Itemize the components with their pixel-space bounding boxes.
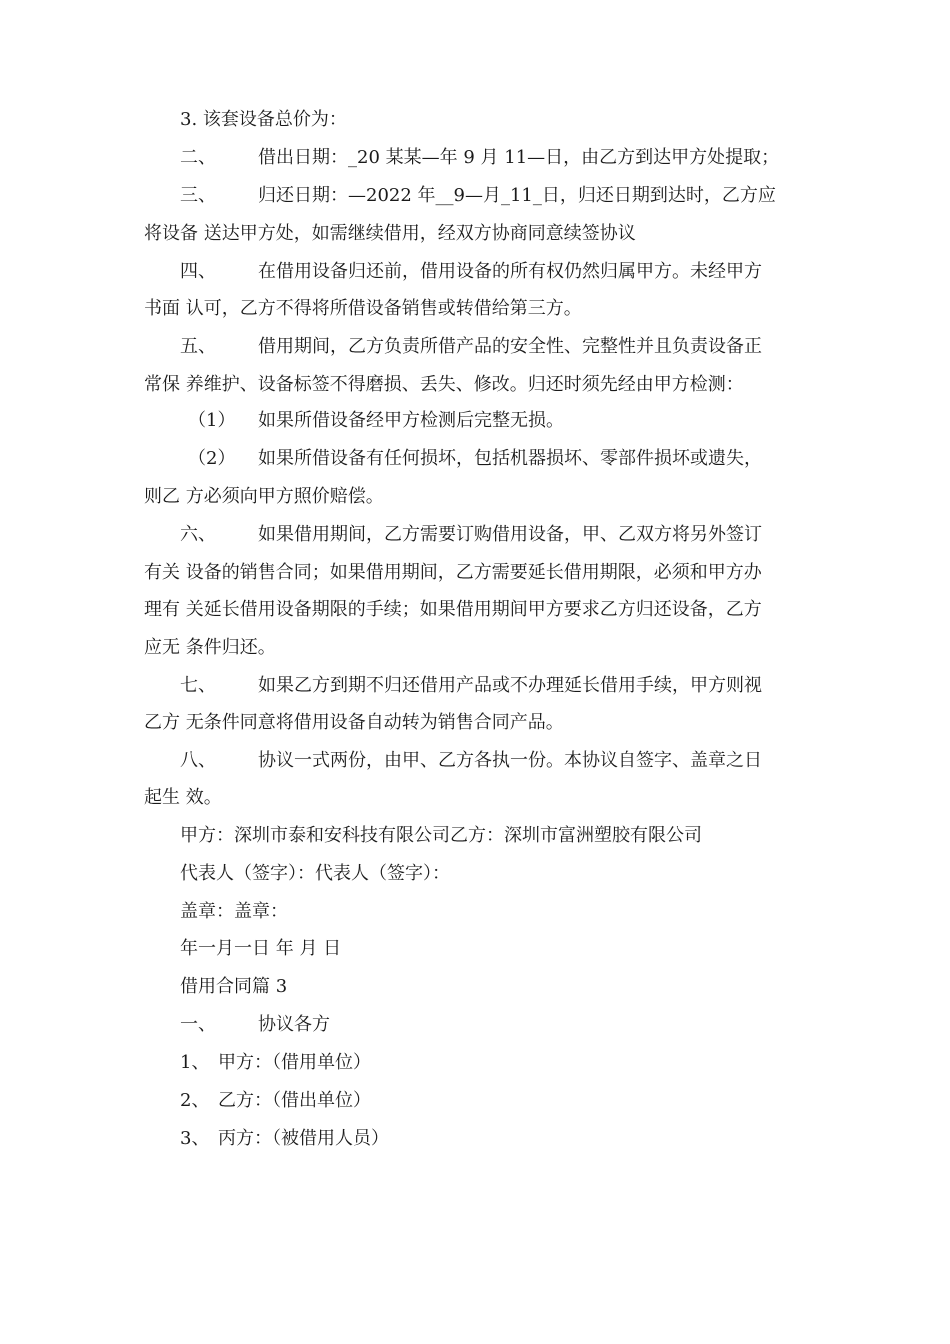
seal-line: 盖章：盖章： xyxy=(180,901,288,922)
item-2-marker: （2） xyxy=(188,448,236,469)
clause-8-continuation: 起生 效。 xyxy=(144,787,222,808)
item-2-continuation: 则乙 方必须向甲方照价赔偿。 xyxy=(144,486,384,507)
party-b-text: 乙方：（借出单位） xyxy=(218,1090,371,1111)
clause-4-text: 在借用设备归还前，借用设备的所有权仍然归属甲方。未经甲方 xyxy=(258,261,762,282)
clause-5-marker: 五、 xyxy=(180,336,216,357)
clause-2-marker: 二、 xyxy=(180,147,216,168)
section-heading: 借用合同篇 3 xyxy=(180,976,288,997)
party-a-text: 甲方：（借用单位） xyxy=(218,1052,371,1073)
clause-6-text: 如果借用期间，乙方需要订购借用设备，甲、乙双方将另外签订 xyxy=(258,524,762,545)
party-a-marker: 1、 xyxy=(180,1052,210,1073)
party-b-marker: 2、 xyxy=(180,1090,210,1111)
clause-8-text: 协议一式两份，由甲、乙方各执一份。本协议自签字、盖章之日 xyxy=(258,750,762,771)
item-1-marker: （1） xyxy=(188,410,236,431)
item-2-text: 如果所借设备有任何损坏，包括机器损坏、零部件损坏或遗失， xyxy=(258,448,762,469)
parties-line: 甲方：深圳市泰和安科技有限公司乙方：深圳市富洲塑胶有限公司 xyxy=(180,825,702,846)
total-price-line: 3. 该套设备总价为： xyxy=(180,109,347,130)
clause-3-continuation: 将设备 送达甲方处，如需继续借用，经双方协商同意续签协议 xyxy=(144,223,636,244)
clause-5-continuation: 常保 养维护、设备标签不得磨损、丢失、修改。归还时须先经由甲方检测： xyxy=(144,374,744,395)
item-1-text: 如果所借设备经甲方检测后完整无损。 xyxy=(258,410,564,431)
clause-6-marker: 六、 xyxy=(180,524,216,545)
party-c-text: 丙方：（被借用人员） xyxy=(218,1128,389,1149)
clause-6-continuation-3: 应无 条件归还。 xyxy=(144,637,276,658)
clause-2-text: 借出日期：_20 某某—年 9 月 11—日，由乙方到达甲方处提取； xyxy=(258,147,780,168)
clause-5-text: 借用期间，乙方负责所借产品的安全性、完整性并且负责设备正 xyxy=(258,336,762,357)
clause-7-text: 如果乙方到期不归还借用产品或不办理延长借用手续，甲方则视 xyxy=(258,675,762,696)
clause-7-continuation: 乙方 无条件同意将借用设备自动转为销售合同产品。 xyxy=(144,712,564,733)
clause-6-continuation-1: 有关 设备的销售合同；如果借用期间，乙方需要延长借用期限，必须和甲方办 xyxy=(144,562,762,583)
date-line: 年一月一日 年 月 日 xyxy=(180,938,342,959)
parties-heading-marker: 一、 xyxy=(180,1014,216,1035)
clause-7-marker: 七、 xyxy=(180,675,216,696)
clause-3-marker: 三、 xyxy=(180,185,216,206)
party-c-marker: 3、 xyxy=(180,1128,210,1149)
parties-heading-text: 协议各方 xyxy=(258,1014,330,1035)
clause-6-continuation-2: 理有 关延长借用设备期限的手续；如果借用期间甲方要求乙方归还设备，乙方 xyxy=(144,599,762,620)
representative-signature-line: 代表人（签字）：代表人（签字）： xyxy=(180,863,450,884)
clause-4-marker: 四、 xyxy=(180,261,216,282)
clause-4-continuation: 书面 认可，乙方不得将所借设备销售或转借给第三方。 xyxy=(144,298,582,319)
clause-8-marker: 八、 xyxy=(180,750,216,771)
clause-3-text: 归还日期：—2022 年__9—月_11_日，归还日期到达时，乙方应 xyxy=(258,185,776,206)
